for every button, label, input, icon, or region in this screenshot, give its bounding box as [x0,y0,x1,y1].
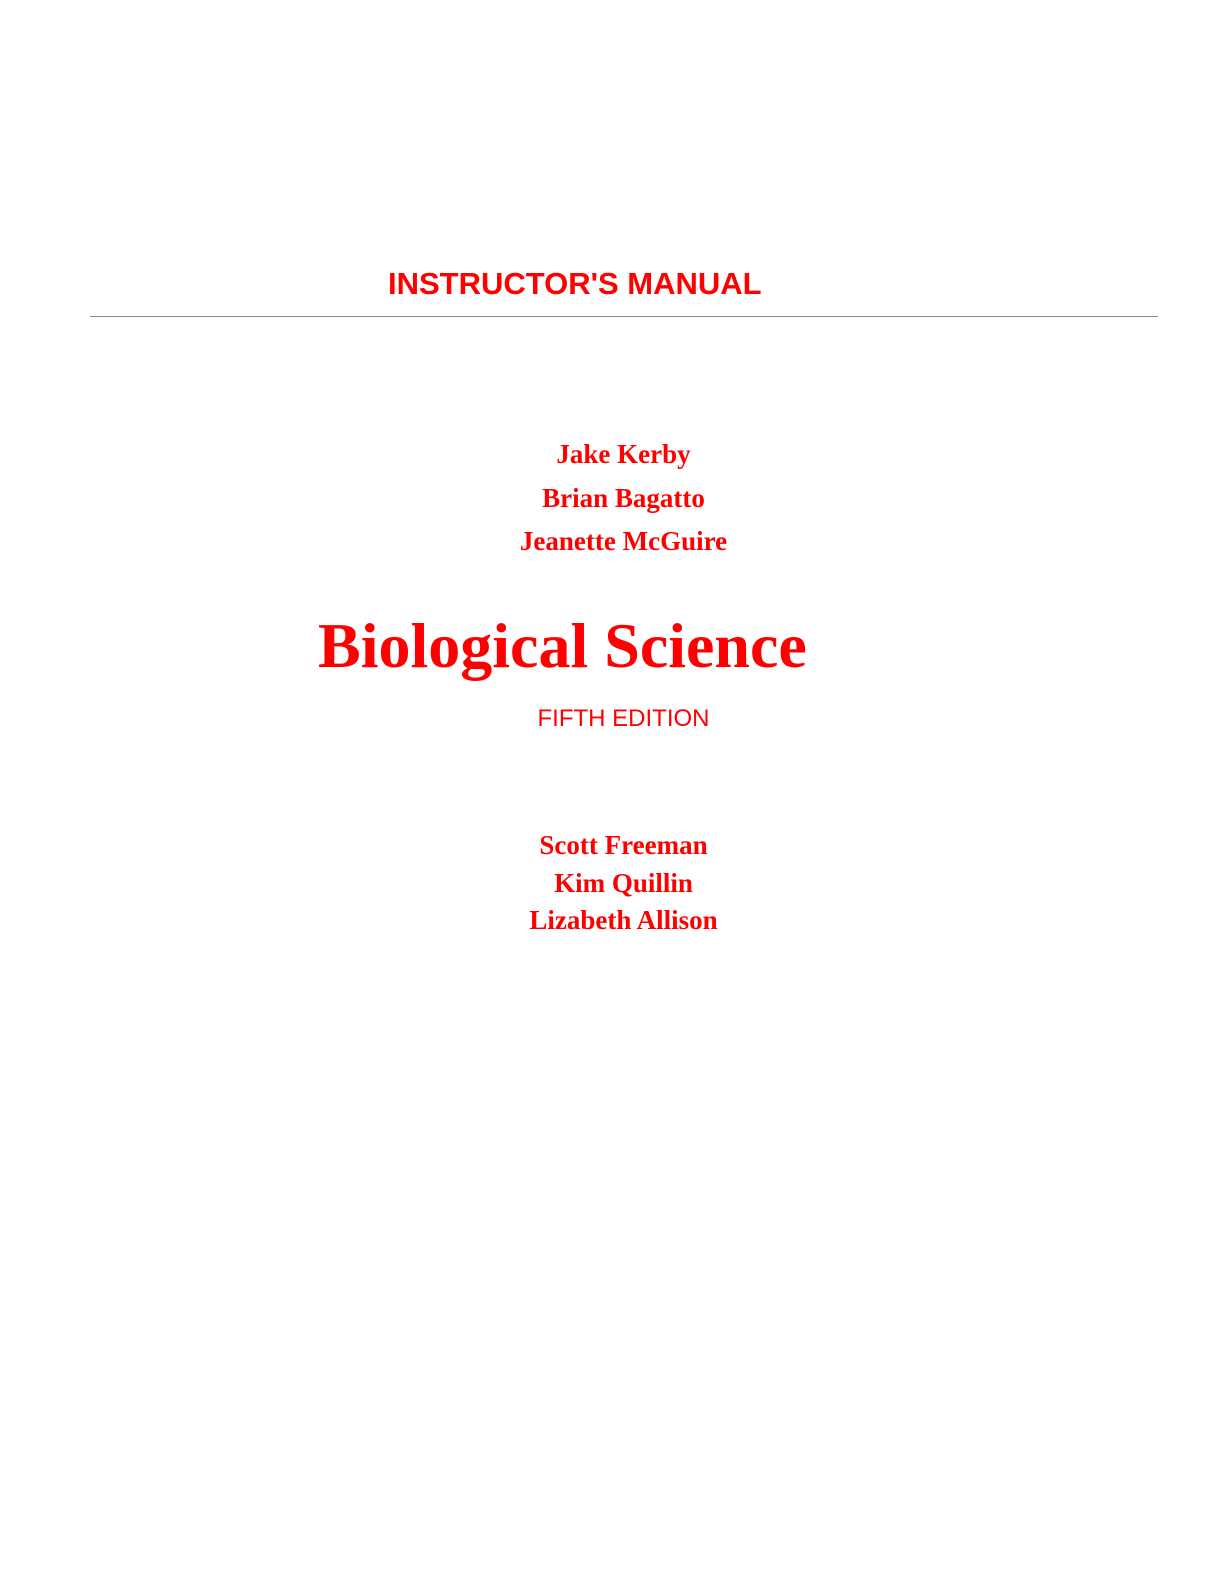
book-author: Lizabeth Allison [529,905,718,935]
manual-author: Jeanette McGuire [519,526,728,556]
manual-heading: INSTRUCTOR'S MANUAL [388,266,762,301]
horizontal-rule [90,316,1158,317]
manual-author: Brian Bagatto [542,483,705,513]
book-title: Biological Science [318,610,807,681]
book-author: Kim Quillin [554,868,693,898]
book-author: Scott Freeman [539,830,708,860]
manual-author: Jake Kerby [556,439,691,469]
edition-label: FIFTH EDITION [537,705,710,732]
